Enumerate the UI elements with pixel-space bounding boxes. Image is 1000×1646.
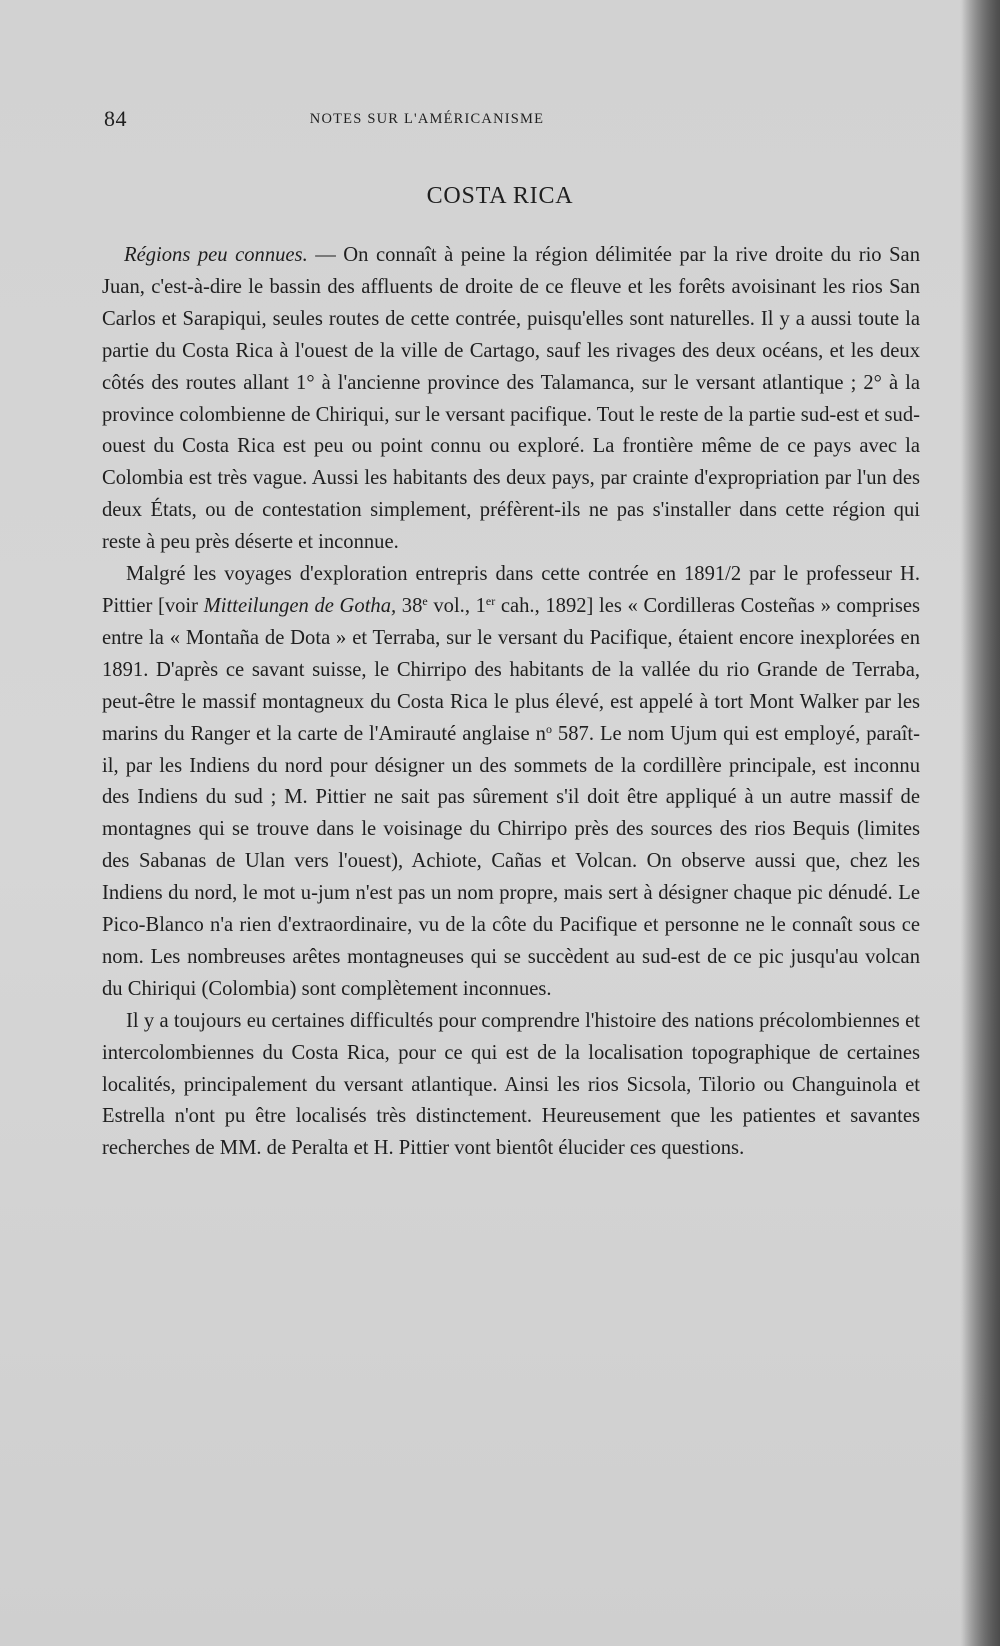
- superscript-b: e: [422, 593, 428, 608]
- paragraph-pittier: [102, 559, 920, 1006]
- paragraph-text-b: 38: [396, 594, 423, 617]
- paragraph-text-c: vol., 1: [427, 594, 486, 617]
- journal-reference: Mitteilungen de Gotha,: [203, 594, 397, 617]
- paragraph-lead-heading: Régions peu connues.: [124, 244, 308, 266]
- superscript-c: er: [485, 593, 496, 608]
- paragraph-text-d: cah., 1892] les « Cordilleras Costeñas » comprises entre la « Montaña de Dota » et Terraba, sur le versant du Pacifique, étaient encore inexplorées en 1891. D'après ce savant suisse, le Chirripo des habitants de la vallée du rio Grande de Terraba, peut-être le massif montagneux du Costa Rica le plus élevé, est appelé à tort Mont Walker par les marins du Ranger et la carte de l'Amirauté anglaise n: [102, 594, 920, 745]
- superscript-d: o: [545, 721, 552, 736]
- paragraph-text-e: 587. Le nom Ujum qui est employé, paraît-il, par les Indiens du nord pour désigner un des sommets de la cordillère principale, est inconnu des Indiens du sud ; M. Pittier ne sait pas sûrement s'il doit être appliqué à un autre massif de montagnes qui se trouve dans le voisinage du Chirripo près des sources des rios Bequis (limites des Sabanas de Ulan vers l'ouest), Achiote, Cañas et Volcan. On observe aussi que, chez les Indiens du nord, le mot u-jum n'est pas un nom propre, mais sert à désigner chaque pic dénudé. Le Pico-Blanco n'a rien d'extraordinaire, vu de la côte du Pacifique et personne ne le connaît sous ce nom. Les nombreuses arêtes montagneuses qui se succèdent au sud-est de ce pic jusqu'au volcan du Chiriqui (Colombia) sont complètement inconnues.: [102, 722, 920, 1000]
- body-text: [102, 240, 920, 1165]
- paragraph-regions: [102, 240, 920, 559]
- running-title: NOTES SUR L'AMÉRICANISME: [309, 111, 545, 127]
- paragraph-text: — On connaît à peine la région délimitée par la rive droite du rio San Juan, c'est-à-dire le bassin des affluents de droite de ce fleuve et les forêts avoisinant les rios San Carlos et Sarapiqui, seules routes de cette contrée, puisqu'elles sont naturelles. Il y a aussi toute la partie du Costa Rica à l'ouest de la ville de Cartago, sauf les rivages des deux océans, et les deux côtés des routes allant 1° à l'ancienne province des Talamanca, sur le versant atlantique ; 2° à la province colombienne de Chiriqui, sur le versant pacifique. Tout le reste de la partie sud-est et sud-ouest du Costa Rica est peu ou point connu ou exploré. La frontière même de ce pays avec la Colombia est très vague. Aussi les habitants des deux pays, par crainte d'expropriation par l'un des deux États, ou de contestation simplement, préfèrent-ils ne pas s'installer dans cette région qui reste à peu près déserte et inconnue.: [102, 244, 920, 554]
- section-title: COSTA RICA: [426, 183, 574, 209]
- paragraph-text-a: Malgré les voyages d'exploration entrepris dans cette contrée en 1891/2 par le professeur H. Pittier [voir: [102, 563, 920, 617]
- paragraph-text: Il y a toujours eu certaines difficultés pour comprendre l'histoire des nations précolombiennes et intercolombiennes du Costa Rica, pour ce qui est de la localisation topographique de certaines localités, principalement du versant atlantique. Ainsi les rios Sicsola, Tilorio ou Changuinola et Estrella n'ont pu être localisés très distinctement. Heureusement que les patientes et savantes recherches de MM. de Peralta et H. Pittier vont bientôt élucider ces questions.: [102, 1009, 920, 1160]
- running-head: [104, 106, 660, 134]
- page-gutter-shadow: [962, 0, 1000, 1646]
- paragraph-history: [102, 1006, 920, 1166]
- page-number: 84: [104, 106, 127, 131]
